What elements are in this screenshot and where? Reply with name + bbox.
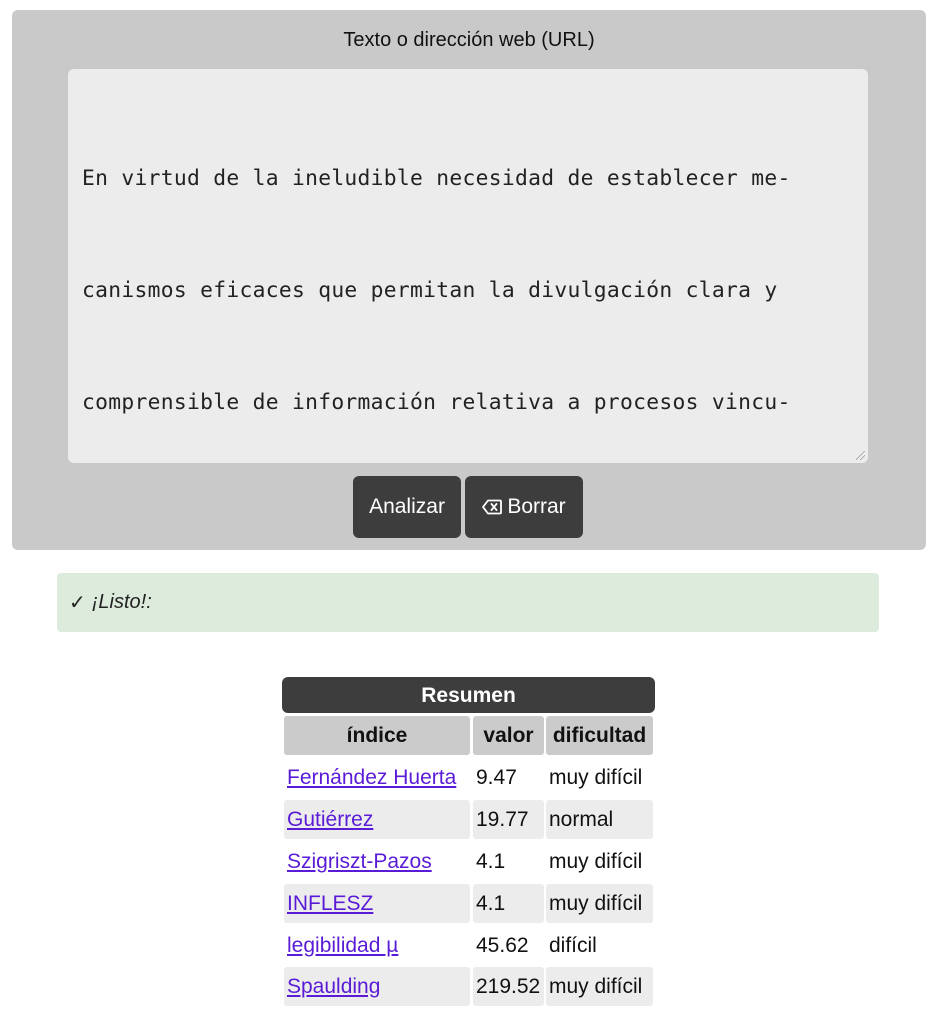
table-row-index-cell <box>284 758 470 797</box>
index-link[interactable]: INFLESZ <box>287 891 374 915</box>
clear-button-label: Borrar <box>507 495 566 518</box>
column-header-difficulty: dificultad <box>546 716 653 755</box>
backspace-icon <box>482 499 502 515</box>
table-row-value-cell: 219.52 <box>473 967 544 1006</box>
table-row-index-cell <box>284 926 470 965</box>
table-row-value-cell: 4.1 <box>476 849 506 873</box>
text-line: En virtud de la ineludible necesidad de establecer me- <box>82 166 791 192</box>
index-link[interactable]: Gutiérrez <box>287 807 374 831</box>
table-row-difficulty-cell: muy difícil <box>546 967 653 1006</box>
clear-button[interactable] <box>465 476 583 538</box>
text-line: canismos eficaces que permitan la divulgación clara y <box>82 278 778 304</box>
column-header-value: valor <box>473 716 544 755</box>
summary-title: Resumen <box>282 677 655 713</box>
analyze-button-label: Analizar <box>369 495 445 518</box>
table-row-index-cell <box>284 967 470 1006</box>
column-header-index: índice <box>284 716 470 755</box>
table-row-index-cell <box>284 842 470 881</box>
table-row-value-cell: 19.77 <box>473 800 544 839</box>
table-row-difficulty-cell: muy difícil <box>549 849 643 873</box>
table-row-index-cell <box>284 884 470 923</box>
index-link[interactable]: legibilidad µ <box>287 933 399 957</box>
input-label: Texto o dirección web (URL) <box>343 29 595 51</box>
success-alert <box>57 573 879 632</box>
text-input[interactable] <box>68 69 868 463</box>
alert-message: ¡Listo!: <box>91 591 152 613</box>
table-row-value-cell: 4.1 <box>473 884 544 923</box>
table-row-difficulty-cell: difícil <box>549 933 597 957</box>
text-line: comprensible de información relativa a procesos vincu- <box>82 389 791 415</box>
index-link[interactable]: Szigriszt-Pazos <box>287 849 432 873</box>
table-row-value-cell: 9.47 <box>476 765 517 789</box>
table-row-value-cell: 45.62 <box>476 933 529 957</box>
check-icon: ✓ <box>69 592 86 614</box>
index-link[interactable]: Fernández Huerta <box>287 765 457 789</box>
analyze-button[interactable] <box>353 476 461 538</box>
input-panel <box>12 10 926 550</box>
table-row-difficulty-cell: normal <box>546 800 653 839</box>
table-row-index-cell <box>284 800 470 839</box>
index-link[interactable]: Spaulding <box>287 974 381 998</box>
resize-handle[interactable] <box>856 451 865 460</box>
table-row-difficulty-cell: muy difícil <box>549 765 643 789</box>
table-row-difficulty-cell: muy difícil <box>546 884 653 923</box>
